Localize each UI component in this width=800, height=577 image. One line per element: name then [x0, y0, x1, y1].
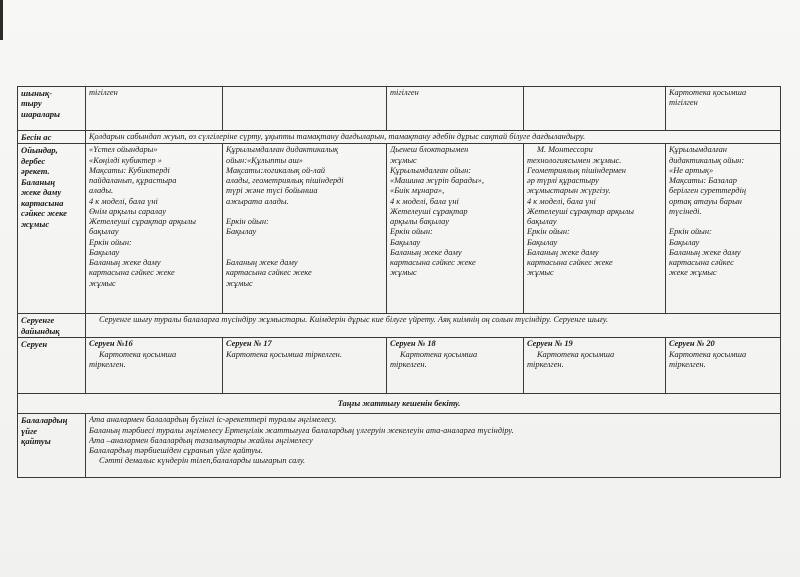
walk-prep-label: Серуенге дайындық — [18, 314, 86, 338]
going-home-text — [86, 414, 781, 478]
games-cell-tue: Құрылымдалған дидактикалық ойын:«Құлыпты аш» Мақсаты:логикалық ой-лай алады, геометриялық пішіндерді түрі және түсі бойынша ажырата алады. Еркін ойын: Бақылау Баланың жеке даму картасына сәйкес жеке жұмыс — [223, 144, 387, 314]
afternoon-snack-row — [18, 131, 781, 144]
walk-cell-tue: Серуен № 17 Картотека қосымша тіркелген. — [223, 338, 387, 394]
hardening-cell-mon: тігілген — [86, 87, 223, 131]
games-row — [18, 144, 781, 314]
walk-prep-row — [18, 314, 781, 338]
afternoon-snack-label: Бесін ас — [18, 131, 86, 144]
walk-prep-text: Серуенге шығу туралы балаларға түсіндіру жұмыстары. Киімдерін дұрыс киe білуге үйрету. Аяқ киімнің оң солын түсіндіру. Серуенге шығу. — [86, 314, 781, 338]
walk-row-label: Серуен — [18, 338, 86, 394]
games-cell-fri: Құрылымдалған дидактикалық ойын: «Не артық» Мақсаты: Базалар берілген суреттердің ортақ атауы барын түсінеді. Еркін ойын: Бақылау Баланың жеке даму картасына сәйкес жеке жұмыс — [666, 144, 781, 314]
going-home-label: Балалардың үйге қайтуы — [18, 414, 86, 478]
walk-cell-fri: Серуен № 20 Картотека қосымша тіркелген. — [666, 338, 781, 394]
hardening-row-label: шынық- тыру шаралары — [18, 87, 86, 131]
hardening-cell-fri: Картотека қосымша тігілген — [666, 87, 781, 131]
daily-plan-table — [17, 86, 781, 478]
walk-row — [18, 338, 781, 394]
games-cell-mon: «Үстел ойындары» «Көңілді кубиктер » Мақсаты: Кубиктерді пайдаланып, құрастыра алады. 4 к моделі, бала үні Өнім арқылы саралау Жетелеуші сұрақтар арқылы бақылау Еркін ойын: Бақылау Баланың жеке даму картасына сәйкес жеке жұмыс — [86, 144, 223, 314]
walk-cell-thu: Серуен № 19 Картотека қосымша тіркелген. — [524, 338, 666, 394]
going-home-row — [18, 414, 781, 478]
scan-edge-mark — [0, 0, 3, 40]
afternoon-snack-text: Қолдарын сабындап жуып, өз сүлгілеріне сүрту, ұқыпты тамақтану дағдыларын, тамақтану әдебін дұрыс сақтай білуге дағдыландыру. — [86, 131, 781, 144]
hardening-cell-wed: тігілген — [387, 87, 524, 131]
going-home-line: Ата аналармен балалардың бүгінгі іс-әрекеттері туралы әңгімелесу. — [89, 415, 337, 425]
walk-cell-mon: Серуен №16 Картотека қосымша тіркелген. — [86, 338, 223, 394]
games-row-label: Ойындар, дербес әрекет. Баланың жеке даму картасына сәйкес жеке жұмыс — [18, 144, 86, 314]
hardening-cell-tue — [223, 87, 387, 131]
games-cell-thu: М. Монтессори технологиясымен жұмыс. Геометриялық пішіндермен әр түрлі құрастыру жұмыстарын жүргізу. 4 к моделі, бала үні Жетелеуші сұрақтар арқылы бақылау Еркін ойын: Бақылау Баланың жеке даму картасына сәйкес жеке жұмыс — [524, 144, 666, 314]
hardening-row — [18, 87, 781, 131]
walk-cell-wed: Серуен № 18 Картотека қосымша тіркелген. — [387, 338, 524, 394]
going-home-line: Сәтті демалыс күндерін тілеп,балаларды шығарып салу. — [99, 456, 306, 466]
exercise-row — [18, 394, 781, 414]
going-home-line: Ата –аналармен балалардың тазалықтары жайлы әңгімелесу — [89, 435, 313, 445]
hardening-cell-thu — [524, 87, 666, 131]
games-cell-wed: Дьенеш блоктарымен жұмыс Құрылымдалған ойын: «Машина жүріп барады», «Биік мұнара», 4 к моделі, бала үні Жетелеуші сұрақтар арқылы бақылау Еркін ойын: Бақылау Баланың жеке даму картасына сәйкес жеке жұмыс — [387, 144, 524, 314]
going-home-line: Балалардың тәрбиешіден сұранып үйге қайтуы. — [89, 446, 263, 456]
exercise-text: Таңғы жаттығу кешенін бекіту. — [18, 394, 781, 414]
going-home-line: Баланың тәрбиесі туралы әңгімелесу Ертеңгілік жаттығуға балалардың үлгеруін жекелеуін ата-аналарға түсіндіру. — [89, 425, 514, 435]
